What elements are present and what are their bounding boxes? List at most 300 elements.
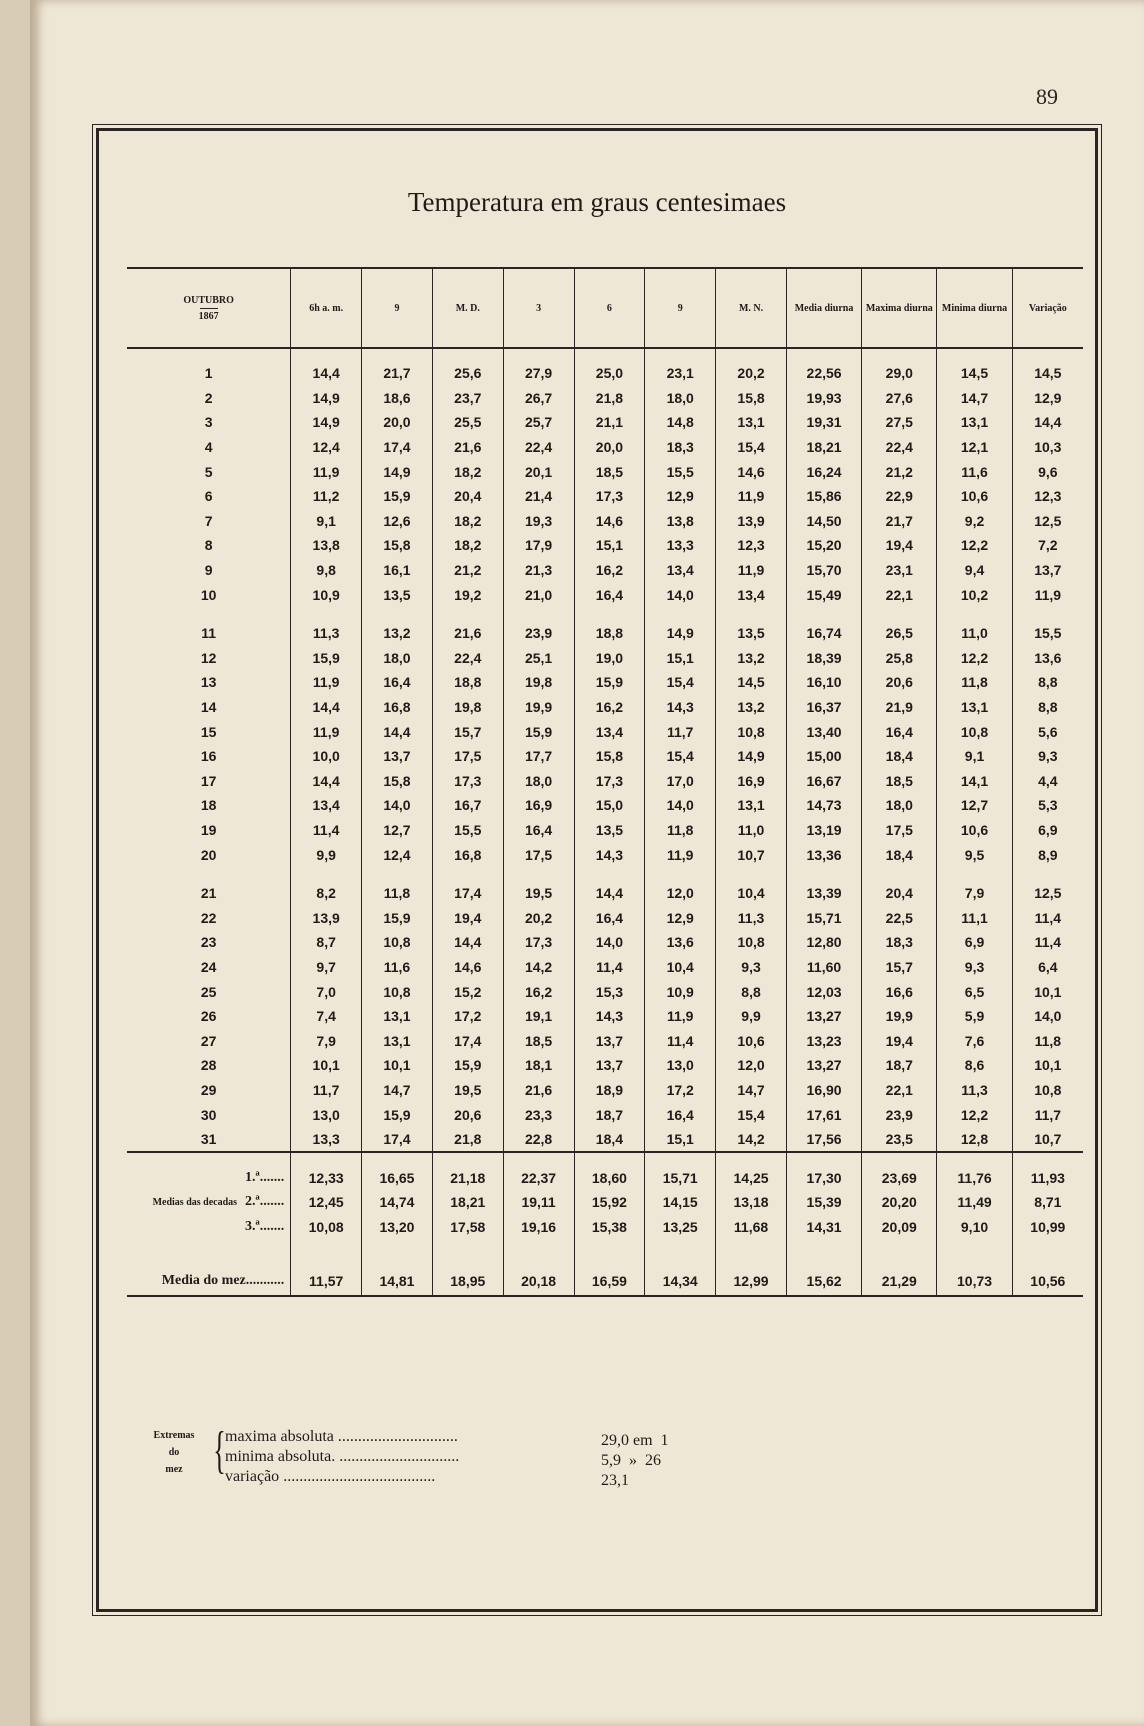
value-cell: 9,8 xyxy=(291,558,362,583)
value-cell: 18,2 xyxy=(432,459,503,484)
value-cell: 11,7 xyxy=(291,1078,362,1103)
value-cell: 12,2 xyxy=(937,533,1012,558)
value-cell: 14,7 xyxy=(362,1078,433,1103)
extremes-values xyxy=(601,1431,721,1491)
value-cell: 13,5 xyxy=(362,582,433,607)
header-col: 3 xyxy=(503,268,574,348)
book-gutter xyxy=(0,0,30,1726)
value-cell: 11,49 xyxy=(937,1190,1012,1215)
day-cell: 17 xyxy=(200,772,217,789)
value-cell: 20,4 xyxy=(432,484,503,509)
table-row xyxy=(127,719,1083,744)
day-cell: 30 xyxy=(200,1106,217,1123)
table-row xyxy=(127,769,1083,794)
table-row xyxy=(127,955,1083,980)
table-row xyxy=(127,1004,1083,1029)
day-cell: 10 xyxy=(200,586,217,603)
table-row xyxy=(127,348,1083,386)
value-cell: 16,10 xyxy=(786,670,861,695)
table-row xyxy=(127,1028,1083,1053)
value-cell: 13,19 xyxy=(786,818,861,843)
value-cell: 15,9 xyxy=(362,1102,433,1127)
value-cell: 20,6 xyxy=(432,1102,503,1127)
value-cell: 26,5 xyxy=(862,607,937,646)
value-cell: 13,3 xyxy=(291,1127,362,1153)
value-cell: 16,7 xyxy=(432,793,503,818)
value-cell: 15,9 xyxy=(432,1053,503,1078)
value-cell: 11,9 xyxy=(645,842,716,867)
value-cell: 25,8 xyxy=(862,646,937,671)
table-title: Temperatura em graus centesimaes xyxy=(407,187,787,217)
value-cell: 16,74 xyxy=(786,607,861,646)
decade-number: 1.ª xyxy=(245,1169,260,1185)
value-cell: 14,3 xyxy=(574,842,645,867)
value-cell: 18,3 xyxy=(645,435,716,460)
value-cell: 17,4 xyxy=(432,867,503,906)
value-cell: 14,6 xyxy=(574,509,645,534)
value-cell: 13,4 xyxy=(716,582,787,607)
value-cell: 23,3 xyxy=(503,1102,574,1127)
value-cell: 13,39 xyxy=(786,867,861,906)
extremes-value: 5,9 » 26 xyxy=(601,1452,661,1469)
header-col: Minima diurna xyxy=(937,268,1012,348)
daily-rows xyxy=(127,348,1083,1152)
value-cell: 13,27 xyxy=(786,1053,861,1078)
temperature-table xyxy=(127,267,1083,1297)
value-cell: 15,38 xyxy=(574,1215,645,1240)
value-cell: 19,16 xyxy=(503,1215,574,1240)
value-cell: 19,8 xyxy=(432,695,503,720)
extremes-heading xyxy=(139,1427,209,1478)
value-cell: 18,8 xyxy=(574,607,645,646)
value-cell: 16,4 xyxy=(645,1102,716,1127)
value-cell: 19,11 xyxy=(503,1190,574,1215)
value-cell: 19,9 xyxy=(503,695,574,720)
table-row xyxy=(127,558,1083,583)
day-cell: 26 xyxy=(200,1008,217,1025)
value-cell: 14,0 xyxy=(362,793,433,818)
table-row xyxy=(127,582,1083,607)
value-cell: 13,23 xyxy=(786,1028,861,1053)
value-cell: 12,9 xyxy=(1012,386,1083,411)
value-cell: 17,3 xyxy=(574,484,645,509)
table-row xyxy=(127,842,1083,867)
day-cell: 5 xyxy=(204,463,213,480)
value-cell: 21,9 xyxy=(862,695,937,720)
value-cell: 10,7 xyxy=(1012,1127,1083,1153)
value-cell: 6,5 xyxy=(937,979,1012,1004)
value-cell: 25,7 xyxy=(503,410,574,435)
table-row xyxy=(127,1053,1083,1078)
value-cell: 18,7 xyxy=(574,1102,645,1127)
value-cell: 17,56 xyxy=(786,1127,861,1153)
value-cell: 13,7 xyxy=(1012,558,1083,583)
value-cell: 14,9 xyxy=(291,386,362,411)
value-cell: 12,0 xyxy=(716,1053,787,1078)
value-cell: 13,8 xyxy=(291,533,362,558)
extremes-heading-line: do xyxy=(168,1447,180,1458)
value-cell: 18,4 xyxy=(862,842,937,867)
value-cell: 9,5 xyxy=(937,842,1012,867)
value-cell: 16,4 xyxy=(362,670,433,695)
value-cell: 13,25 xyxy=(645,1215,716,1240)
decade-label: Medias das decadas 2.ª....... xyxy=(152,1194,285,1210)
table-row xyxy=(127,509,1083,534)
value-cell: 17,4 xyxy=(432,1028,503,1053)
value-cell: 9,9 xyxy=(716,1004,787,1029)
value-cell: 17,4 xyxy=(362,1127,433,1153)
value-cell: 16,2 xyxy=(503,979,574,1004)
value-cell: 12,5 xyxy=(1012,509,1083,534)
value-cell: 10,2 xyxy=(937,582,1012,607)
value-cell: 15,5 xyxy=(432,818,503,843)
value-cell: 7,9 xyxy=(937,867,1012,906)
value-cell: 12,33 xyxy=(291,1152,362,1190)
value-cell: 17,3 xyxy=(503,930,574,955)
header-month-year xyxy=(127,268,291,348)
decade-number: 3.ª xyxy=(245,1218,260,1234)
value-cell: 18,1 xyxy=(503,1053,574,1078)
value-cell: 14,4 xyxy=(432,930,503,955)
value-cell: 17,61 xyxy=(786,1102,861,1127)
value-cell: 7,9 xyxy=(291,1028,362,1053)
value-cell: 13,1 xyxy=(362,1004,433,1029)
value-cell: 13,5 xyxy=(574,818,645,843)
value-cell: 13,6 xyxy=(1012,646,1083,671)
value-cell: 13,1 xyxy=(716,410,787,435)
value-cell: 13,2 xyxy=(716,695,787,720)
value-cell: 15,70 xyxy=(786,558,861,583)
value-cell: 8,71 xyxy=(1012,1190,1083,1215)
table-row xyxy=(127,930,1083,955)
value-cell: 11,0 xyxy=(716,818,787,843)
value-cell: 15,71 xyxy=(786,905,861,930)
value-cell: 13,1 xyxy=(362,1028,433,1053)
value-cell: 11,9 xyxy=(645,1004,716,1029)
value-cell: 11,4 xyxy=(1012,905,1083,930)
value-cell: 18,5 xyxy=(862,769,937,794)
value-cell: 21,3 xyxy=(503,558,574,583)
value-cell: 25,6 xyxy=(432,348,503,386)
value-cell: 12,2 xyxy=(937,1102,1012,1127)
value-cell: 20,1 xyxy=(503,459,574,484)
value-cell: 25,0 xyxy=(574,348,645,386)
value-cell: 11,60 xyxy=(786,955,861,980)
value-cell: 14,7 xyxy=(937,386,1012,411)
value-cell: 10,73 xyxy=(937,1239,1012,1296)
value-cell: 13,2 xyxy=(362,607,433,646)
value-cell: 17,0 xyxy=(645,769,716,794)
value-cell: 14,34 xyxy=(645,1239,716,1296)
value-cell: 16,24 xyxy=(786,459,861,484)
value-cell: 22,5 xyxy=(862,905,937,930)
value-cell: 10,6 xyxy=(937,818,1012,843)
value-cell: 9,1 xyxy=(291,509,362,534)
value-cell: 23,7 xyxy=(432,386,503,411)
value-cell: 7,4 xyxy=(291,1004,362,1029)
value-cell: 22,1 xyxy=(862,1078,937,1103)
value-cell: 14,6 xyxy=(432,955,503,980)
value-cell: 14,9 xyxy=(362,459,433,484)
extremes-labels xyxy=(225,1427,585,1487)
extremes-value: 23,1 xyxy=(601,1472,629,1489)
value-cell: 13,7 xyxy=(574,1028,645,1053)
value-cell: 23,9 xyxy=(862,1102,937,1127)
value-cell: 14,4 xyxy=(291,695,362,720)
value-cell: 5,9 xyxy=(937,1004,1012,1029)
value-cell: 20,2 xyxy=(716,348,787,386)
header-col: 9 xyxy=(362,268,433,348)
value-cell: 21,7 xyxy=(862,509,937,534)
value-cell: 18,21 xyxy=(786,435,861,460)
value-cell: 25,5 xyxy=(432,410,503,435)
value-cell: 9,4 xyxy=(937,558,1012,583)
value-cell: 29,0 xyxy=(862,348,937,386)
value-cell: 15,4 xyxy=(716,435,787,460)
value-cell: 14,9 xyxy=(645,607,716,646)
value-cell: 17,3 xyxy=(432,769,503,794)
value-cell: 14,7 xyxy=(716,1078,787,1103)
day-cell: 31 xyxy=(200,1131,217,1148)
value-cell: 10,4 xyxy=(716,867,787,906)
value-cell: 15,9 xyxy=(291,646,362,671)
value-cell: 10,6 xyxy=(716,1028,787,1053)
value-cell: 10,8 xyxy=(362,979,433,1004)
value-cell: 10,56 xyxy=(1012,1239,1083,1296)
value-cell: 20,6 xyxy=(862,670,937,695)
value-cell: 11,4 xyxy=(1012,930,1083,955)
value-cell: 12,7 xyxy=(362,818,433,843)
value-cell: 14,0 xyxy=(574,930,645,955)
table-row xyxy=(127,410,1083,435)
value-cell: 11,2 xyxy=(291,484,362,509)
day-cell: 12 xyxy=(200,649,217,666)
value-cell: 9,10 xyxy=(937,1215,1012,1240)
value-cell: 16,2 xyxy=(574,695,645,720)
value-cell: 15,4 xyxy=(645,670,716,695)
value-cell: 15,1 xyxy=(645,646,716,671)
value-cell: 14,9 xyxy=(716,744,787,769)
table-row xyxy=(127,533,1083,558)
value-cell: 6,4 xyxy=(1012,955,1083,980)
day-cell: 9 xyxy=(204,562,213,579)
value-cell: 17,5 xyxy=(503,842,574,867)
value-cell: 9,3 xyxy=(937,955,1012,980)
value-cell: 13,9 xyxy=(716,509,787,534)
value-cell: 14,6 xyxy=(716,459,787,484)
value-cell: 12,3 xyxy=(1012,484,1083,509)
value-cell: 4,4 xyxy=(1012,769,1083,794)
header-col: 6h a. m. xyxy=(291,268,362,348)
value-cell: 21,7 xyxy=(362,348,433,386)
decade-number: 2.ª xyxy=(245,1194,260,1210)
value-cell: 23,1 xyxy=(645,348,716,386)
value-cell: 17,7 xyxy=(503,744,574,769)
value-cell: 14,2 xyxy=(503,955,574,980)
value-cell: 12,9 xyxy=(645,484,716,509)
value-cell: 15,9 xyxy=(574,670,645,695)
value-cell: 15,5 xyxy=(645,459,716,484)
extremes-heading-line: Extremas xyxy=(153,1430,195,1441)
value-cell: 14,0 xyxy=(645,582,716,607)
value-cell: 12,0 xyxy=(645,867,716,906)
value-cell: 12,03 xyxy=(786,979,861,1004)
day-cell: 28 xyxy=(200,1057,217,1074)
value-cell: 11,8 xyxy=(937,670,1012,695)
value-cell: 13,3 xyxy=(645,533,716,558)
value-cell: 15,92 xyxy=(574,1190,645,1215)
value-cell: 22,4 xyxy=(503,435,574,460)
value-cell: 14,2 xyxy=(716,1127,787,1153)
value-cell: 11,3 xyxy=(937,1078,1012,1103)
value-cell: 9,3 xyxy=(716,955,787,980)
value-cell: 20,0 xyxy=(574,435,645,460)
day-cell: 15 xyxy=(200,723,217,740)
value-cell: 12,5 xyxy=(1012,867,1083,906)
value-cell: 11,76 xyxy=(937,1152,1012,1190)
value-cell: 7,2 xyxy=(1012,533,1083,558)
value-cell: 19,4 xyxy=(862,533,937,558)
table-row xyxy=(127,905,1083,930)
day-cell: 4 xyxy=(204,439,213,456)
value-cell: 26,7 xyxy=(503,386,574,411)
table-row xyxy=(127,818,1083,843)
table-row xyxy=(127,646,1083,671)
value-cell: 19,5 xyxy=(503,867,574,906)
value-cell: 14,0 xyxy=(1012,1004,1083,1029)
value-cell: 14,31 xyxy=(786,1215,861,1240)
value-cell: 23,69 xyxy=(862,1152,937,1190)
table-row xyxy=(127,1102,1083,1127)
value-cell: 16,1 xyxy=(362,558,433,583)
value-cell: 15,1 xyxy=(574,533,645,558)
value-cell: 17,4 xyxy=(362,435,433,460)
day-cell: 25 xyxy=(200,983,217,1000)
value-cell: 8,8 xyxy=(716,979,787,1004)
value-cell: 22,8 xyxy=(503,1127,574,1153)
value-cell: 21,1 xyxy=(574,410,645,435)
value-cell: 13,1 xyxy=(937,695,1012,720)
value-cell: 12,1 xyxy=(937,435,1012,460)
value-cell: 13,20 xyxy=(362,1215,433,1240)
page-number: 89 xyxy=(1036,84,1058,109)
value-cell: 15,86 xyxy=(786,484,861,509)
value-cell: 21,29 xyxy=(862,1239,937,1296)
value-cell: 13,9 xyxy=(291,905,362,930)
value-cell: 21,8 xyxy=(432,1127,503,1153)
value-cell: 21,6 xyxy=(432,607,503,646)
value-cell: 11,4 xyxy=(291,818,362,843)
value-cell: 15,00 xyxy=(786,744,861,769)
value-cell: 21,6 xyxy=(503,1078,574,1103)
value-cell: 15,49 xyxy=(786,582,861,607)
value-cell: 16,90 xyxy=(786,1078,861,1103)
day-cell: 27 xyxy=(200,1032,217,1049)
value-cell: 12,45 xyxy=(291,1190,362,1215)
value-cell: 19,9 xyxy=(862,1004,937,1029)
value-cell: 10,3 xyxy=(1012,435,1083,460)
value-cell: 20,20 xyxy=(862,1190,937,1215)
value-cell: 19,31 xyxy=(786,410,861,435)
header-col: M. N. xyxy=(716,268,787,348)
value-cell: 18,39 xyxy=(786,646,861,671)
table-row xyxy=(127,867,1083,906)
value-cell: 15,9 xyxy=(362,905,433,930)
table-row xyxy=(127,1078,1083,1103)
day-cell: 20 xyxy=(200,846,217,863)
value-cell: 11,7 xyxy=(645,719,716,744)
value-cell: 15,7 xyxy=(862,955,937,980)
value-cell: 15,0 xyxy=(574,793,645,818)
extremes-heading-line: mez xyxy=(165,1464,183,1475)
value-cell: 13,1 xyxy=(716,793,787,818)
value-cell: 12,7 xyxy=(937,793,1012,818)
value-cell: 13,27 xyxy=(786,1004,861,1029)
value-cell: 11,93 xyxy=(1012,1152,1083,1190)
value-cell: 27,9 xyxy=(503,348,574,386)
value-cell: 11,8 xyxy=(1012,1028,1083,1053)
decade-label: 3.ª....... xyxy=(245,1218,285,1234)
table-frame xyxy=(96,128,1098,1612)
value-cell: 19,93 xyxy=(786,386,861,411)
value-cell: 12,4 xyxy=(291,435,362,460)
value-cell: 10,6 xyxy=(937,484,1012,509)
day-cell: 3 xyxy=(204,414,213,431)
value-cell: 10,1 xyxy=(362,1053,433,1078)
value-cell: 15,71 xyxy=(645,1152,716,1190)
value-cell: 20,2 xyxy=(503,905,574,930)
value-cell: 11,8 xyxy=(362,867,433,906)
value-cell: 12,4 xyxy=(362,842,433,867)
header-year: 1867 xyxy=(198,310,219,322)
day-cell: 22 xyxy=(200,909,217,926)
value-cell: 14,81 xyxy=(362,1239,433,1296)
value-cell: 18,0 xyxy=(645,386,716,411)
day-cell: 29 xyxy=(200,1081,217,1098)
value-cell: 14,74 xyxy=(362,1190,433,1215)
value-cell: 9,1 xyxy=(937,744,1012,769)
value-cell: 13,0 xyxy=(645,1053,716,1078)
value-cell: 16,4 xyxy=(503,818,574,843)
decade-means-heading: Medias das decadas xyxy=(152,1197,238,1209)
value-cell: 16,59 xyxy=(574,1239,645,1296)
extremes-value: 29,0 em 1 xyxy=(601,1432,669,1449)
value-cell: 15,3 xyxy=(574,979,645,1004)
value-cell: 18,7 xyxy=(862,1053,937,1078)
value-cell: 15,9 xyxy=(362,484,433,509)
value-cell: 23,1 xyxy=(862,558,937,583)
value-cell: 15,4 xyxy=(645,744,716,769)
value-cell: 12,2 xyxy=(937,646,1012,671)
value-cell: 22,9 xyxy=(862,484,937,509)
value-cell: 18,8 xyxy=(432,670,503,695)
header-col: Maxima diurna xyxy=(862,268,937,348)
value-cell: 14,4 xyxy=(291,769,362,794)
extremes-label: variação ...................................... xyxy=(225,1468,436,1485)
value-cell: 8,6 xyxy=(937,1053,1012,1078)
value-cell: 16,4 xyxy=(574,582,645,607)
day-cell: 13 xyxy=(200,674,217,691)
value-cell: 18,5 xyxy=(503,1028,574,1053)
header-col: 9 xyxy=(645,268,716,348)
value-cell: 15,7 xyxy=(432,719,503,744)
value-cell: 19,3 xyxy=(503,509,574,534)
value-cell: 21,4 xyxy=(503,484,574,509)
value-cell: 13,40 xyxy=(786,719,861,744)
brace-glyph: { xyxy=(213,1422,226,1479)
value-cell: 18,60 xyxy=(574,1152,645,1190)
value-cell: 10,1 xyxy=(291,1053,362,1078)
